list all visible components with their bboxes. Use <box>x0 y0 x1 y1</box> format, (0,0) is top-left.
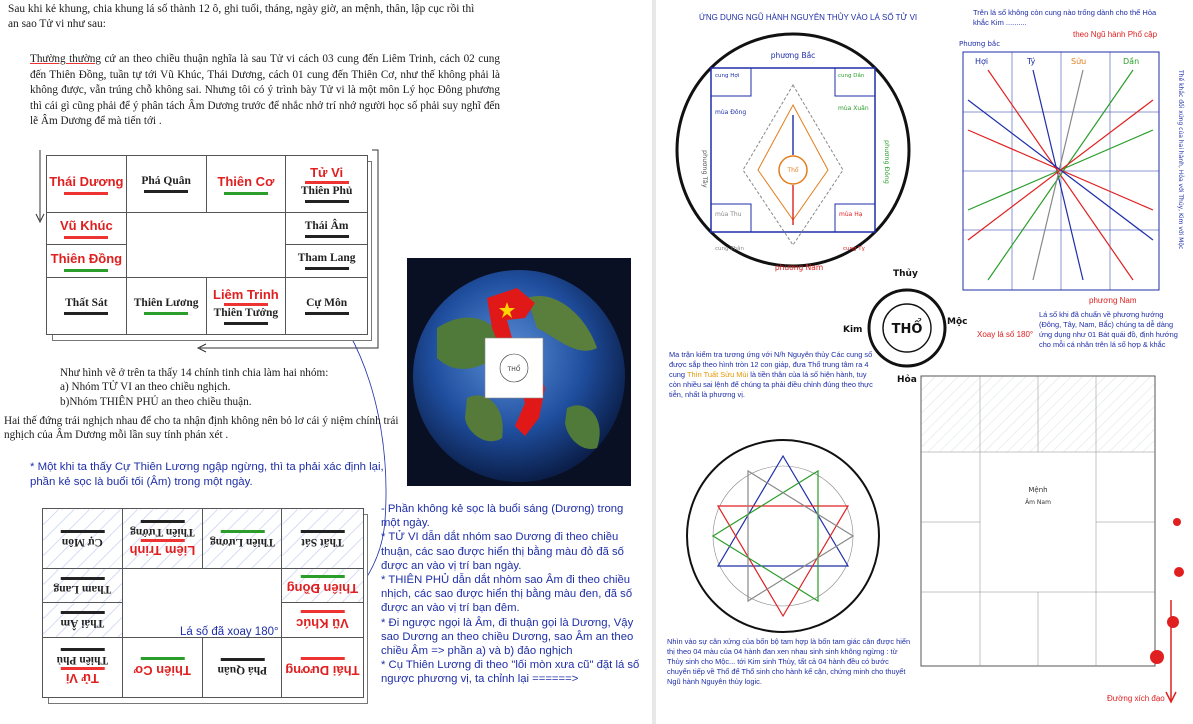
cell-vu-khuc: Vũ Khúc <box>47 213 127 245</box>
cell-thai-am: Thái Âm <box>286 213 368 245</box>
cell-liem-trinh: Liêm Trinh Thiên Tướng <box>206 277 286 334</box>
contrast-note: Hai thế đứng trái nghịch nhau để cho ta nhận định không nên bỏ lơ cái ý niệm chính trái nghịch của Âm Dương mỗi lần suy tính phán xét . <box>4 415 399 442</box>
phuong-nam-label: phương Nam <box>1089 296 1137 305</box>
flipped-chart-table <box>42 508 364 698</box>
paragraph-body: cứ an theo chiều thuận nghĩa là sau Tử vi cách 03 cung đến Liêm Trinh, cách 02 cung đến Thiên Đồng, tuần tự tới Vũ Khúc, Thái Dương, cách 01 cung đến Thiên Cơ, như thế không phải là không được, vẫn trúng chỗ không sai. Nhưng tôi có ý trình bày Tử vi là một môn Lý học Đông phương thì cái gì cũng phải để ý phân tách Âm Dương trước để nhắc nhở trí nhớ người học số phải suy nghĩ đến lẽ Âm Dương để mà tiến tới . <box>30 53 500 128</box>
svg-text:Thế khắc đối xứng của hai hành: Thế khắc đối xứng của hai hành, Hỏa với Thủy, Kim với Mộc <box>1177 70 1184 250</box>
intro-text: Sau khi kẻ khung, chia khung lá số thành 12 ô, ghi tuổi, tháng, ngày giờ, an mệnh, thân, lập cục rồi thì an sao Tử vi như sau: <box>8 3 475 30</box>
svg-text:cung Thân: cung Thân <box>715 246 744 252</box>
blue-note: * Một khi ta thấy Cự Thiên Lương ngập ngừng, thì ta phải xác định lại, phần kẻ sọc là buổi tối (Âm) trong một ngày. <box>30 461 384 488</box>
svg-text:phương Tây: phương Tây <box>701 150 709 188</box>
svg-text:mùa Đông: mùa Đông <box>715 109 747 116</box>
side-notes: - Phần không kẻ sọc là buổi sáng (Dương) trong một ngày. * TỬ VI dẫn dắt nhóm sao Dương đi theo chiều thuận, các sao được hiển thị bằng màu đỏ đã số được an vào vị trí ban ngày. * THIÊN PHỦ dẫn dắt nhòm sao Âm đi theo chiều nhịch, các sao được hiển thị bằng màu đen, đã số được an vào vị trí bạn đêm. * Đi ngược ngọi là Âm, đi thuận gọi là Dương, Vậy sao Dương an theo chiều Dương, sao Âm an theo chiều Âm => phần a) và b) đảo nghịch * Cụ Thiên Lương đi theo "lối mòn xưa cũ" đặt lá số ngược phương vị, ta chỉnh lại ======> <box>381 503 640 686</box>
star-grid-diagram <box>953 40 1183 300</box>
equator-arrow <box>1161 600 1181 710</box>
globe-image <box>407 258 631 486</box>
svg-text:THỔ: THỔ <box>507 366 521 373</box>
cell-thai-duong-flipped: Thái Dương <box>282 637 364 697</box>
svg-text:Sửu: Sửu <box>1071 57 1087 66</box>
svg-text:cung Dần: cung Dần <box>838 73 865 79</box>
bottom-note: Nhìn vào sự cân xứng của bốn bộ tam hợp là bốn tam giác cân được hiển thị theo 04 màu của 04 hành đan xen nhau sinh sinh không ngừng : từ Thủy sinh cho Mộc... tới Kim sinh Thủy, tất cả 04 hành đều có bước chuyển tiếp về Thổ để Thổ sinh cho hành kế cận, chứng minh cho thuyết Ngũ hành Nguyên thủy logic. <box>667 637 911 686</box>
svg-text:phương Đông: phương Đông <box>883 140 891 184</box>
cell-tham-lang-flipped: Tham Lang <box>43 569 123 603</box>
svg-text:cung Hợi: cung Hợi <box>715 73 740 79</box>
subtitle-right: theo Ngũ hành Phổ cập <box>1073 30 1158 39</box>
svg-text:Phương bắc: Phương bắc <box>959 40 1001 48</box>
cell-thien-dong: Thiên Đồng <box>47 245 127 277</box>
cell-tu-vi-flipped: Tử Vi Thiên Phủ <box>43 637 123 697</box>
cell-that-sat: Thất Sát <box>47 277 127 334</box>
svg-text:Âm Nam: Âm Nam <box>1025 499 1051 506</box>
svg-text:Tý: Tý <box>1027 57 1036 66</box>
right-title-2: Trên lá số không còn cung nào trống dành cho thế Hỏa khắc Kim .......... <box>973 8 1157 27</box>
svg-text:Hỏa: Hỏa <box>897 375 917 385</box>
svg-text:mùa Thu: mùa Thu <box>715 211 742 218</box>
svg-text:phương Nam: phương Nam <box>774 263 824 272</box>
cell-cu-mon: Cự Môn <box>286 277 368 334</box>
svg-text:mùa Xuân: mùa Xuân <box>838 105 869 112</box>
paragraph-lead: Thường thường <box>30 53 101 65</box>
cell-thien-luong: Thiên Lương <box>126 277 206 334</box>
cell-liem-trinh-flipped: Liêm Trinh Thiên Tướng <box>122 509 202 569</box>
svg-text:Dần: Dần <box>1123 57 1140 66</box>
matrix-note: Ma trận kiểm tra tương ứng với N/h Nguyên thủy Các cung số được sắp theo hình tròn 12 con giáp, đưa Thổ trung tâm ra 4 cung Thìn Tuất Sửu Mùi là tiền thân của lá số hiện hành, tuy còn nhiều sai lệnh để chúng ta phải điều chỉnh đúng theo thực tiễn, nhất là phương vị. <box>669 350 873 399</box>
element-wheel-diagram <box>673 30 913 270</box>
cell-thien-co-flipped: Thiên Cơ <box>122 637 202 697</box>
svg-text:Thổ: Thổ <box>787 167 799 174</box>
svg-text:Kim: Kim <box>843 325 863 335</box>
cell-that-sat-flipped: Thất Sát <box>282 509 364 569</box>
cell-thien-co: Thiên Cơ <box>206 156 286 213</box>
svg-text:Thủy: Thủy <box>893 269 918 279</box>
svg-text:THỔ: THỔ <box>891 322 923 337</box>
cell-tham-lang: Tham Lang <box>286 245 368 277</box>
cell-thai-duong: Thái Dương <box>47 156 127 213</box>
rotate-label: Lá số đã xoay 180° <box>180 626 279 638</box>
right-title: ỨNG DỤNG NGŨ HÀNH NGUYÊN THỦY VÀO LÁ SỐ TỬ VI <box>699 13 918 22</box>
cell-thien-luong-flipped: Thiên Lương <box>202 509 282 569</box>
right-page <box>659 0 1193 724</box>
svg-text:Mệnh: Mệnh <box>1028 486 1048 494</box>
svg-text:Mộc: Mộc <box>947 317 968 327</box>
horoscope-chart <box>917 372 1191 672</box>
direction-note: Lá số khi đã chuẩn về phương hướng (Đông, Tây, Nam, Bắc) chúng ta dễ dàng ứng dụng như 01 Bát quái đồ, định hướng cho mỗi cá nhân trên lá số hợp & khắc <box>1039 310 1178 349</box>
cell-thai-am-flipped: Thái Âm <box>43 603 123 637</box>
cell-vu-khuc-flipped: Vũ Khúc <box>282 603 364 637</box>
page-divider <box>652 0 656 724</box>
top-chart-table <box>46 155 368 335</box>
cell-pha-quan: Phá Quân <box>126 156 206 213</box>
cell-thien-dong-flipped: Thiên Đồng <box>282 569 364 603</box>
group-notes: Như hình vẽ ở trên ta thấy 14 chính tinh chia làm hai nhóm: a) Nhóm TỬ VI an theo chiều nghịch. b)Nhóm THIÊN PHỦ an theo chiều thuận. <box>60 367 329 408</box>
svg-text:Hợi: Hợi <box>975 57 989 66</box>
xoay-label: Xoay lá số 180° <box>977 330 1034 339</box>
cell-pha-quan-flipped: Phá Quân <box>202 637 282 697</box>
cell-tu-vi: Tử Vi Thiên Phủ <box>286 156 368 213</box>
svg-text:cung Tỵ: cung Tỵ <box>843 246 865 252</box>
star-circle-diagram <box>683 436 883 636</box>
svg-text:mùa Hạ: mùa Hạ <box>839 211 863 218</box>
svg-text:phương Bắc: phương Bắc <box>770 51 816 60</box>
cell-cu-mon-flipped: Cự Môn <box>43 509 123 569</box>
equator-label: Đường xích đạo <box>1107 694 1165 703</box>
